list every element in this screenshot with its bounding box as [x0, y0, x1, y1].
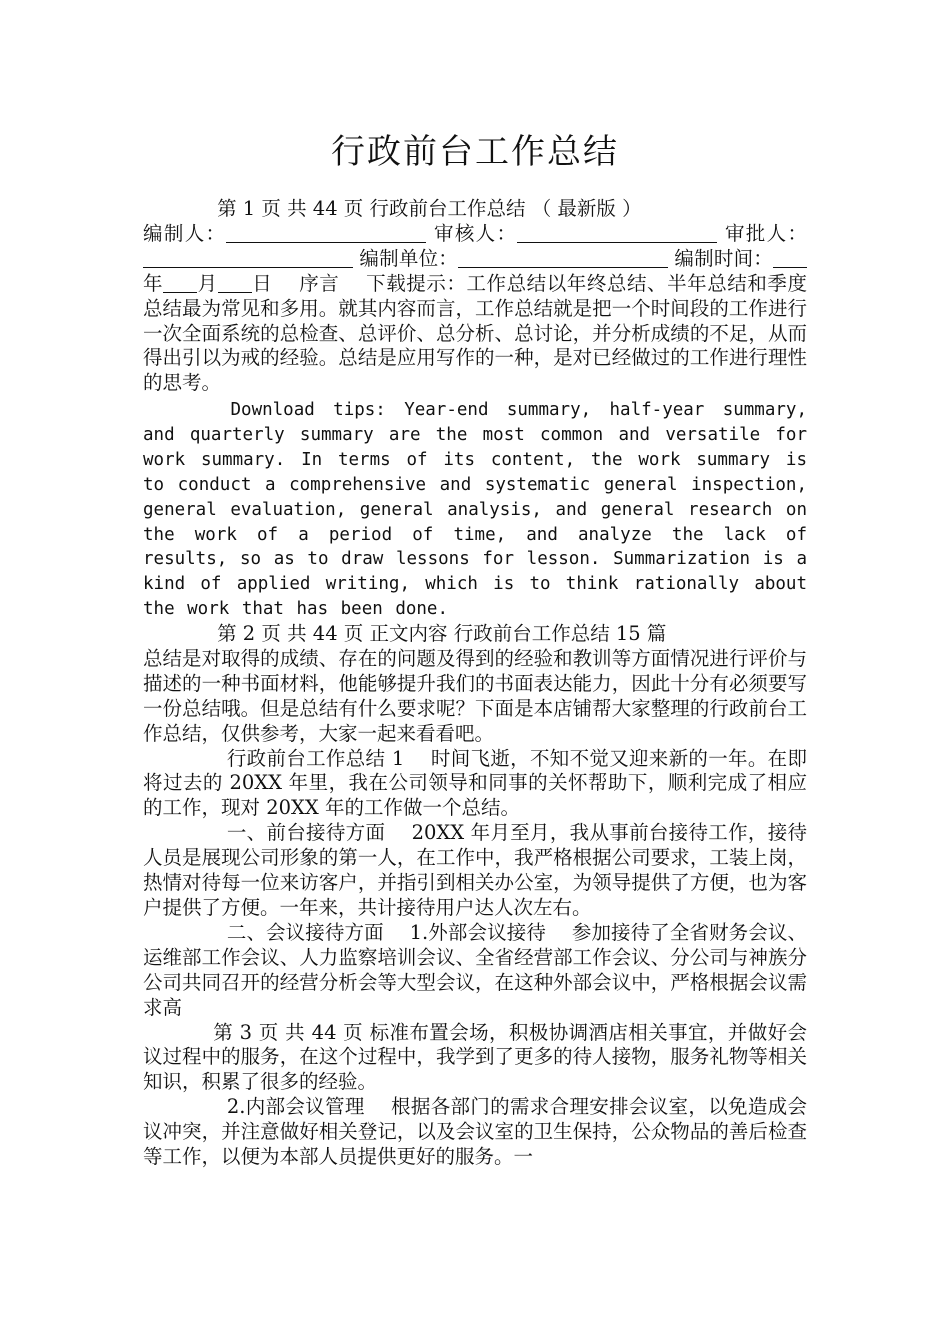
- page-header-3: 第 3 页 共 44 页: [213, 1020, 363, 1044]
- approver-blank: [143, 247, 353, 268]
- intro-paragraph: 总结是对取得的成绩、存在的问题及得到的经验和教训等方面情况进行评价与描述的一种书面材料，他能够提升我们的书面表达能力，因此十分有必须要写一份总结哦。但是总结有什么要求呢？下面是本店铺帮大家整理的行政前台工作总结，仅供参考，大家一起来看看吧。: [143, 646, 807, 745]
- document-title: 行政前台工作总结: [331, 132, 619, 172]
- editor-label: 编制人：: [143, 221, 227, 245]
- paragraph-2: 一、前台接待方面 20XX 年月至月，我从事前台接待工作，接待人员是展现公司形象的第一人，在工作中，我严格根据公司要求，工装上岗，热情对待每一位来访客户，并指引到相关办公室，为领导提供了方便，也为客户提供了方便。一年来，共计接待用户达人次左右。: [143, 821, 807, 919]
- day-label: 日: [251, 271, 273, 295]
- editor-blank: [226, 222, 426, 243]
- page-header-2: [143, 622, 807, 647]
- download-tip-en: Download tips: Year-end summary, half-year summary, and quarterly summary are the most common and versatile for work summary. In terms of its content, the work summary is to conduct a comprehensive and systematic general inspection, general evaluation, general analysis, and general research on the work of a period of time, and analyze the lack of results, so as to draw lessons for lesson. Summarization is a kind of applied writing, which is to think rationally about the work that has been done.: [143, 400, 807, 620]
- paragraph-3: 二、会议接待方面 1.外部会议接待 参加接待了全省财务会议、运维部工作会议、人力监察培训会议、全省经营部工作会议、分公司与神族分公司共同召开的经营分析会等大型会议，在这种外部会议中，严格根据会议需求高: [143, 920, 807, 1019]
- year-blank: [773, 247, 807, 268]
- page-header-2-text: 第 2 页 共 44 页 正文内容 行政前台工作总结 15 篇: [217, 622, 667, 645]
- day-blank: [218, 272, 252, 293]
- paragraph-4-text: 标准布置会场，积极协调酒店相关事宜，并做好会议过程中的服务，在这个过程中，我学到了更多的待人接物，服务礼物等相关知识，积累了很多的经验。: [143, 1020, 807, 1094]
- year-label: 年: [143, 271, 164, 295]
- front-matter: [143, 197, 807, 396]
- page-header-1-text: 第 1 页 共 44 页 行政前台工作总结 （ 最新版 ）: [217, 197, 642, 220]
- main-content: [143, 622, 807, 1170]
- reviewer-blank: [517, 222, 717, 243]
- approver-label: 审批人：: [724, 221, 807, 245]
- paragraph-5: 2.内部会议管理 根据各部门的需求合理安排会议室，以免造成会议冲突，并注意做好相关登记，以及会议室的卫生保持，公众物品的善后检查等工作，以便为本部人员提供更好的服务。一: [143, 1095, 807, 1169]
- unit-label: 编制单位：: [359, 246, 458, 270]
- download-tip-zh: 下载提示：工作总结以年终总结、半年总结和季度总结最为常见和多用。就其内容而言，工作总结就是把一个时间段的工作进行一次全面系统的总检查、总评价、总分析、总讨论，并分析成绩的不足，从而得出引以为戒的经验。总结是应用写作的一种，是对已经做过的工作进行理性的思考。: [143, 271, 807, 395]
- meta-lines: [143, 222, 807, 396]
- page-header-1: [143, 197, 807, 222]
- reviewer-label: 审核人：: [433, 221, 518, 245]
- month-label: 月: [197, 271, 218, 295]
- paragraph-4: [143, 1021, 807, 1096]
- time-label: 编制时间：: [674, 246, 773, 270]
- unit-blank: [458, 247, 668, 268]
- month-blank: [163, 272, 197, 293]
- paragraph-1: 行政前台工作总结 1 时间飞逝，不知不觉又迎来新的一年。在即将过去的 20XX 年里，我在公司领导和同事的关怀帮助下，顺利完成了相应的工作，现对 20XX 年的工作做一个总结。: [143, 746, 807, 820]
- english-tip-block: [143, 398, 807, 622]
- preface-label: 序言: [299, 271, 340, 295]
